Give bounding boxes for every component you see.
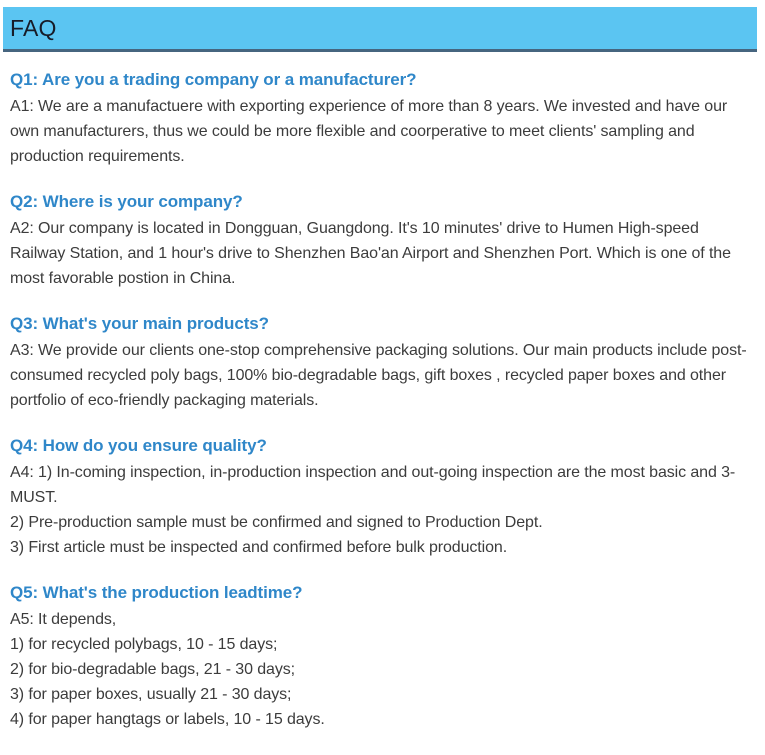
faq-answer-line: 4) for paper hangtags or labels, 10 - 15 days. xyxy=(10,711,325,728)
faq-answer-line: A1: We are a manufactuere with exporting experience of more than 8 years. We invested and have our own manufacturers, thus we could be more flexible and coorperative to meet clients' sampling and production requirements. xyxy=(10,98,728,165)
faq-item-q2 xyxy=(10,192,755,291)
faq-item-q4 xyxy=(10,436,755,560)
faq-item-q5 xyxy=(10,583,755,732)
faq-answer-line: 2) Pre-production sample must be confirmed and signed to Production Dept. xyxy=(10,514,543,531)
faq-answer-line: A3: We provide our clients one-stop comprehensive packaging solutions. Our main products include post-consumed recycled poly bags, 100% bio-degradable bags, gift boxes , recycled paper boxes and other portfolio of eco-friendly packaging materials. xyxy=(10,342,747,409)
faq-section-title: FAQ xyxy=(10,14,57,41)
faq-question: Q3: What's your main products? xyxy=(10,314,269,333)
faq-answer-line: A2: Our company is located in Dongguan, Guangdong. It's 10 minutes' drive to Humen High-speed Railway Station, and 1 hour's drive to Shenzhen Bao'an Airport and Shenzhen Port. Which is one of the most favorable postion in China. xyxy=(10,220,731,287)
faq-answer-line: 3) for paper boxes, usually 21 - 30 days; xyxy=(10,686,292,703)
faq-question: Q4: How do you ensure quality? xyxy=(10,436,267,455)
faq-answer-line: 3) First article must be inspected and confirmed before bulk production. xyxy=(10,539,508,556)
faq-question: Q5: What's the production leadtime? xyxy=(10,583,303,602)
faq-answer-line: A5: It depends, xyxy=(10,611,117,628)
faq-section-header xyxy=(3,7,757,52)
faq-content xyxy=(0,70,765,732)
faq-answer-line: A4: 1) In-coming inspection, in-production inspection and out-going inspection are the most basic and 3-MUST. xyxy=(10,464,736,506)
faq-item-q1 xyxy=(10,70,755,169)
faq-answer-line: 1) for recycled polybags, 10 - 15 days; xyxy=(10,636,278,653)
faq-answer-line: 2) for bio-degradable bags, 21 - 30 days; xyxy=(10,661,295,678)
faq-question: Q2: Where is your company? xyxy=(10,192,243,211)
faq-question: Q1: Are you a trading company or a manufacturer? xyxy=(10,70,417,89)
faq-item-q3 xyxy=(10,314,755,413)
